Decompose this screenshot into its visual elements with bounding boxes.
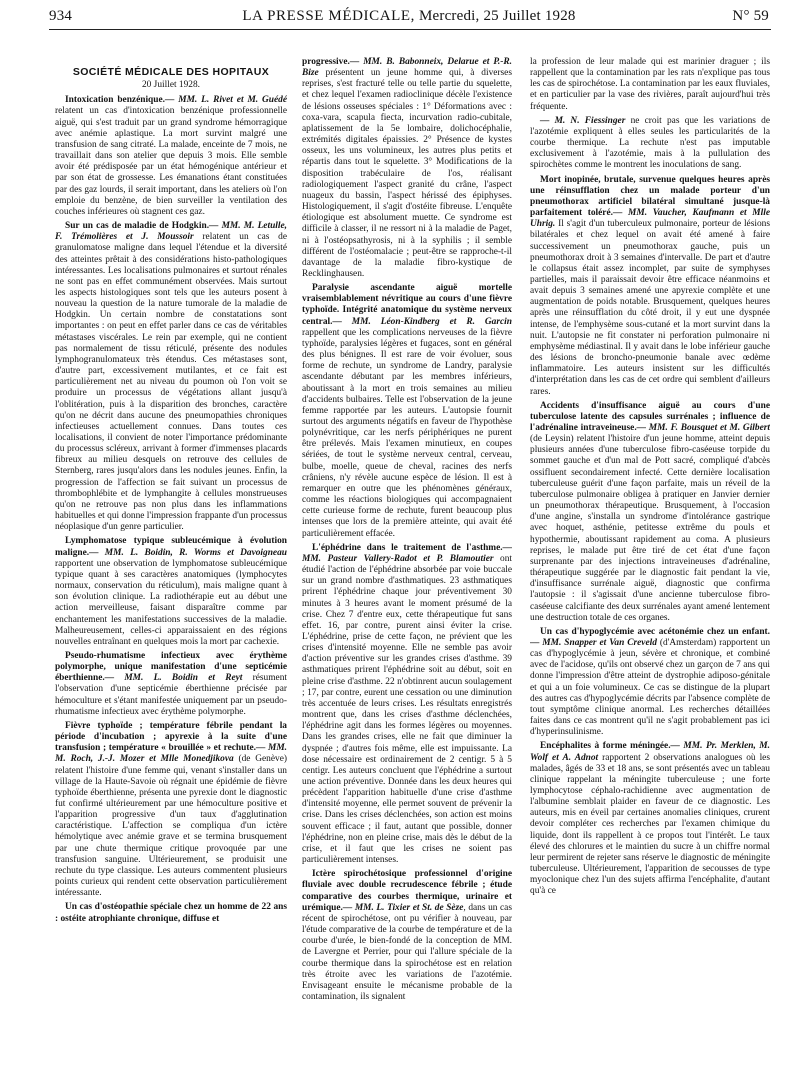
abstract-text: (de Genève) relatent l'histoire d'une femme qui, venant s'installer dans un village de la Haute-Savoie où régnait une épidémie de fièvre typhoïde éberthienne, présenta une pyrexie dont le diagnostic fut confirmé ultérieurement par une hémoculture positive et l'apparition progressive d'un taux d'agglutination caractéristique. L'affection se compliqua d'un ictère hémolytique avec anémie grave et se termina brusquement par une chute thermique critique provoquée par une transfusion sanguine. Ultérieurement, se produisit une rechute du type classique. Les auteurs commentent plusieurs points curieux qui rendent cette observation particulièrement intéressante. <box>55 754 287 899</box>
abstract-paragraph <box>55 721 287 900</box>
abstract-title: Lymphomatose typique subleucémique à évolution maligne. <box>55 536 287 558</box>
column-3-body <box>530 57 770 898</box>
section-date: 20 Juillet 1928. <box>141 80 201 91</box>
abstract-authors: — MM. L. Tixier et St. de Sèze <box>342 902 464 913</box>
abstract-text: rapportent 2 observations analogues où les malades, âgés de 33 et 18 ans, se sont présentés avec un tableau clinique rappelant la méningite tuberculeuse ; une forte lymphocytose céphalo-rachidienne avec augmentation de l'albumine semblait plaider en faveur de ce diagnostic. Les auteurs, mis en éveil par certaines anomalies cliniques, crurent devoir compléter ces recherches par l'examen chimique du liquide, dont ils rappellent à ce propos tout l'intérêt. Le taux élevé des chlorures et le maintien du sucre à un chiffre normal leur permirent de rejeter sans réserve le diagnostic de méningite tuberculeuse. Ultérieurement, l'apparition de secousses de type myoclonique chez l'un des sujets affirma l'encéphalite, d'autant qu'à ce <box>530 752 770 897</box>
abstract-text: Il s'agit d'un tuberculeux pulmonaire, porteur de lésions bilatérales et chez lequel on avait été amené à faire successivement un pneumothorax gauche, puis un pneumothorax droit à 3 semaines d'intervalle. De part et d'autre le collapsus était assez incomplet, par suite de symphyses partielles, mais il paraissait devoir être efficace néanmoins et avait depuis 3 semaines amené une apyrexie complète et une augmentation de poids notable. Brusquement, quelques heures après une réinsufflation du côté droit, il y eut une dyspnée intense, de l'emphysème sous-cutané et la mort survint dans la nuit. L'autopsie ne fit constater ni perforation pulmonaire ni emphysème médiastinal. Il y avait dans le lobe inférieur gauche des lésions de broncho-pneumonie banale avec œdème inflammatoire. Les auteurs insistent sur les difficultés d'interprétation dans les cas de cet ordre qui semblent d'ailleurs rares. <box>530 219 770 397</box>
abstract-title: Accidents d'insuffisance aiguë au cours d'une tuberculose latente des capsules surrénales ; influence de l'adrénaline intraveineuse. <box>530 400 770 433</box>
abstract-paragraph <box>530 116 770 172</box>
abstract-authors: — MM. Léon-Kindberg et R. Garcin <box>332 316 512 327</box>
abstract-paragraph <box>530 627 770 739</box>
abstract-authors: — MM. L. Rivet et M. Guédé <box>165 95 287 106</box>
abstract-paragraph <box>55 536 287 648</box>
abstract-authors: — MM. L. Boidin et Reyt <box>104 673 243 684</box>
abstract-text: résument l'observation d'une septicémie éberthienne précisée par hémoculture et s'étant manifestée uniquement par un pseudo-rhumatisme infectieux avec érythème polymorphe. <box>55 673 287 717</box>
abstract-title: Paralysie ascendante aiguë mortelle vraisemblablement névritique au cours d'une fièvre typhoïde. Intégrité anatomique du système nerveux central. <box>302 283 512 327</box>
abstract-title: Sur un cas de maladie de Hodgkin. <box>65 221 210 232</box>
abstract-text: la profession de leur malade qui est marinier draguer ; ils rappellent que la contamination par les rats n'explique pas tous les cas de spirochétose. La contamination par les eaux fluviales, et en particulier par la vase des rivières, paraît aujourd'hui très fréquente. <box>530 57 770 112</box>
column-3 <box>530 57 770 1069</box>
abstract-title: Intoxication benzénique. <box>65 95 165 106</box>
abstract-text: ont étudié l'action de l'éphédrine absorbée par voie buccale sur un grand nombre d'asthmatiques. 23 asthmatiques prirent l'éphédrine chaque jour préventivement 30 minutes à 3 heures avant le moment présumé de la crise. Chez 7 d'entre eux, cette thérapeutique fut sans effet. 16, par contre, purent ainsi éviter la crise. L'éphédrine, prise de cette façon, ne prévient que les crises d'intensité moyenne. Elle ne semble pas avoir d'action préventive sur les grandes crises d'asthme. 39 asthmatiques prirent l'éphédrine soit au début, soit en pleine crise d'asthme. 22 n'obtinrent aucun soulagement ; 17, par contre, eurent une cessation ou une diminution très accentuée de leurs crises. Les résultats enregistrés montrent que, dans les crises d'asthme déclenchées, l'éphédrine agit dans les formes légères ou moyennes. Dans les grandes crises, elle ne fait que diminuer la dyspnée ; d'autres fois même, elle est impuissante. La dose nécessaire est ordinairement de 2 centigr. 5 à 5 centigr. Les auteurs concluent que l'éphédrine a surtout une action préventive. Donnée dans les deux heures qui précèdent l'apparition habituelle d'une crise d'asthme d'intensité moyenne, elle permet souvent de prévenir la crise. Dans les crises déclenchées, son action est moins souvent efficace ; il faut, autant que possible, donner l'éphédrine, non en pleine crise, mais dès le début de la crise, et il faut que les crises ne soient pas particulièrement intenses. <box>302 553 512 866</box>
abstract-authors: — MM. M. Roch, J.-J. Mozer et Mlle Monedjikova <box>55 743 287 765</box>
abstract-title: Pseudo-rhumatisme infectieux avec érythème polymorphe, unique manifestation d'une septicémie éberthienne. <box>55 650 287 684</box>
abstract-authors: — MM. Snapper et Van Creveld <box>530 637 657 648</box>
column-2 <box>302 57 512 1069</box>
header-rule <box>49 29 771 30</box>
abstract-title: Encéphalites à forme méningée. <box>540 741 671 752</box>
abstract-authors: — MM. Vaucher, Kaufmann et Mlle Uhrig. <box>530 208 770 230</box>
abstract-paragraph <box>302 283 512 540</box>
abstract-authors: — MM. B. Babonneix, Delarue et P.-R. Bize <box>302 57 512 79</box>
abstract-text: rappellent que les complications nerveuses de la fièvre typhoïde, paralysies légères et fugaces, sont en général des plus bénignes. Il est rare de voir évoluer, sous forme de rechute, un syndrome de Landry, paralysie ascendante débutant par les membres inférieurs, aboutissant à la mort en trois semaines au milieu d'accidents bulbaires. Telle est l'observation de la jeune femme rapportée par les auteurs. L'autopsie fournit surtout des arguments négatifs en faveur de l'hypothèse polynévritique, car les nerfs périphériques ne purent être prélevés. Mais l'examen minutieux, en coupes sériées, de tout le système nerveux central, cerveau, bulbe, moelle, queue de cheval, racines des nerfs crâniens, n'y révèle aucune espèce de lésion. Il est à remarquer en outre que les phénomènes généraux, comme les réactions biologiques qui accompagnaient cette curieuse forme de rechute, furent beaucoup plus intenses que lors de la première atteinte, qui avait été particulièrement effacée. <box>302 327 512 539</box>
abstract-text: , dans un cas récent de spirochétose, ont pu vérifier à nouveau, par l'étude comparative de la courbe de température et de la courbe d'urée, le bien-fondé de la conception de MM. de Lavergne et Perrier, pour qui l'allure spéciale de la courbe thermique dans la spirochétose est en relation très étroite avec les variations de l'azotémie. Envisageant ensuite le mécanisme probable de la contamination, ils signalent <box>302 902 512 1002</box>
abstract-authors: — MM. Pr. Merklen, M. Wolf et A. Adnot <box>530 741 770 763</box>
abstract-authors: — MM. L. Boidin, R. Worms et Davoigneau <box>89 547 287 558</box>
column-2-body <box>302 57 512 1003</box>
abstract-authors: — MM. Pasteur Vallery-Radot et P. Blamoutier <box>302 542 512 564</box>
abstract-title: Un cas d'hypoglycémie avec acétonémie chez un enfant. <box>540 626 770 637</box>
abstract-paragraph <box>55 95 287 218</box>
abstract-paragraph <box>530 401 770 624</box>
abstract-text: rapportent une observation de lymphomatose subleucémique typique quant à ses caractères anatomiques (lymphocytes normaux, conservation du réticulum), mais maligne quant à son évolution clinique. La radiothérapie eut au début une action merveilleuse, faisant disparaître comme par enchantement les manifestations successives de la maladie. Malheureusement, celles-ci apparaissaient en des régions nouvelles entraînant en quelques mois la mort par cachexie. <box>55 558 287 647</box>
issue-date: Mercredi, 25 Juillet 1928 <box>418 8 576 24</box>
section-title: SOCIÉTÉ MÉDICALE DES HOPITAUX <box>72 66 270 78</box>
abstract-title: L'éphédrine dans le traitement de l'asthme. <box>312 542 503 553</box>
abstract-authors: — MM. M. Letulle, F. Trémolières et J. Moussoir <box>55 221 287 243</box>
abstract-paragraph <box>530 57 770 113</box>
abstract-text: présentent un jeune homme qui, à diverses reprises, s'est fracturé telle ou telle partie du squelette, et chez lequel l'examen radioclinique décèle l'existence de lésions osseuses spéciales : 1° Déformations avec : coxa-vara, scapula fiecta, incurvation radio-cubitale, aplatissement de la 5e lombaire, dolichocéphalie, extrémités digitales épaissies. 2° Présence de kystes osseux, les uns volumineux, les autres plus petits et répartis dans tout le squelette. 3° Modifications de la disposition trabéculaire de l'os, réalisant radiologiquement l'aspect granité du crâne, l'aspect nuageux du bassin, l'aspect hérissé des épiphyses. Histologiquement, il s'agit d'ostéite fibreuse. L'enquête étiologique est absolument muette. Ce syndrome est difficile à classer, il ne ressort ni à la maladie de Paget, ni à l'ostéopsathyrosis, ni à la syphilis ; il semble différent de l'ostéomalacie ; peut-être se rapproche-t-il davantage de la maladie fibro-kystique de Recklinghausen. <box>302 68 512 279</box>
abstract-text: (de Leysin) relatent l'histoire d'un jeune homme, atteint depuis plusieurs années d'une tuberculose fibro-caséeuse torpide du sommet gauche et d'un mal de Pott sacré, compliqué d'abcès ossifluent secondairement infecté. Cette dernière localisation tuberculeuse guérit d'une façon parfaite, mais un réveil de la tuberculose pulmonaire obligea à pratiquer en Janvier dernier un pneumothorax thérapeutique. Brusquement, à l'occasion d'une angine, s'installa un syndrome d'intolérance gastrique avec hoquet, asthénie, petitesse extrême du pouls et hypothermie, aboutissant rapidement au coma. A plusieurs reprises, le malade put être tiré de cet état d'une façon surprenante par des injections intraveineuses d'adrénaline, thérapeutique suggérée par le diagnostic fait pendant la vie, d'insuffisance surrénale aiguë, diagnostic que confirma l'autopsie : il s'agissait d'une ancienne tuberculose fibro-caséeuse calcifiante des deux surrénales ayant amené lentement une destruction totale de ces organes. <box>530 434 770 623</box>
abstract-title: Un cas d'ostéopathie spéciale chez un homme de 22 ans : ostéite atrophiante chronique, diffuse et <box>55 902 287 924</box>
page-number: 934 <box>49 8 73 24</box>
abstract-text: relatent un cas de granulomatose maligne dans lequel l'étendue et la diversité des atteintes prêtait à des considérations histo-pathologiques intéressantes. Les localisations pulmonaires et surtout rénales ne sont pas en effet communément observées. Mais surtout les aspects histologiques sont tels que les auteurs posent à nouveau la question de la nature tumorale de la maladie de Hodgkin. Un certain nombre de constatations sont importantes : on peut en effet parler dans ce cas de véritables métastases viscérales. Le rein par exemple, qui ne contient pas normalement de tissu réticulé, présente des nodules lymphogranulomateux très étendus. Ces métastases sont, d'autre part, excessivement mutilantes, et ce fait est particulièrement net au niveau du poumon où l'on voit se produire un processus de végétations allant jusqu'à l'oblitération, puis à la disparition des bronches, caractère qu'on ne décrit dans aucune des pneumopathies chroniques infectieuses actuellement connues. Dans toutes ces localisations, il convient de noter l'importance prédominante du processus scléreux, arrivant à former d'immenses placards fibreux au milieu desquels on retrouve des cellules de Sternberg, rares jusqu'alors dans les nodules jeunes. Enfin, la progression de l'affection se fait suivant un processus de thrombophlébite et de lymphangite à cellules monstrueuses qu'on ne retrouve pas non plus dans les inflammations habituelles et qui donne l'impression frappante d'un processus néoplasique d'un genre particulier. <box>55 232 287 533</box>
abstract-paragraph <box>530 741 770 897</box>
abstract-text: (d'Amsterdam) rapportent un cas d'hypoglycémie à jeun, sévère et chronique, et combiné avec de l'acidose, qu'ils ont observé chez un garçon de 7 ans qui donne l'impression d'être atteint de dystrophie adiposo-génitale et qui a un foie volumineux. Ce cas se distingue de la plupart des autres cas d'hypoglycémie décrits par l'absence complète de tout symptôme clinique anormal. Les recherches détaillées faites dans ce cas montrent qu'il ne s'agit probablement pas ici d'hyperinsulinisme. <box>530 637 770 738</box>
abstract-authors: — MM. F. Bousquet et M. Gilbert <box>636 423 770 433</box>
abstract-title: Mort inopinée, brutale, survenue quelques heures après une réinsufflation chez un malade porteur d'un pneumothorax artificiel bilatéral simultané jusque-là parfaitement toléré. <box>530 174 770 219</box>
issue-number: N° 59 <box>732 8 769 24</box>
abstract-paragraph <box>55 902 287 924</box>
abstract-paragraph <box>302 57 512 280</box>
running-title <box>49 8 769 25</box>
abstract-paragraph <box>302 543 512 867</box>
abstract-paragraph <box>55 221 287 533</box>
page-header <box>49 6 769 28</box>
abstract-title: progressive. <box>302 57 350 67</box>
abstract-paragraph <box>302 869 512 1003</box>
abstract-title: Fièvre typhoïde ; température fébrile pendant la période d'incubation ; apyrexie à la suite d'une transfusion ; température « brouillée » et rechute. <box>55 720 287 754</box>
abstract-text: ne croit pas que les variations de l'azotémie expliquent à elles seules les particularités de la courbe thermique. La rechute n'est pas imputable exclusivement à l'azotémie, mais à la pullulation des spirochètes comme le montrent les inoculations de sang. <box>530 115 770 171</box>
abstract-title: Ictère spirochétosique professionnel d'origine fluviale avec double recrudescence fébrile ; étude comparative des courbes thermique, urinaire et urémique. <box>302 869 512 913</box>
abstract-paragraph <box>55 651 287 718</box>
abstract-authors: — M. N. Fiessinger <box>540 115 626 126</box>
column-1 <box>55 61 287 1073</box>
abstract-paragraph <box>530 175 770 398</box>
column-1-body <box>55 95 287 924</box>
journal-name: LA PRESSE MÉDICALE, <box>242 8 416 24</box>
abstract-text: relatent un cas d'intoxication benzénique professionnelle aiguë, qui s'est traduit par un grand syndrome hémorragique avec anémie aplastique. La mort survint malgré une transfusion de sang citraté. La malade, enceinte de 7 mois, ne travaillait dans son atelier que depuis 3 mois. Elle semble avoir été prédisposée par un état hémogénique antérieur et par son état de grossesse. Les émanations étant constituées par des gaz lourds, il serait important, dans les ateliers où l'on emploie du benzène, de bien surveiller la ventilation des couches inférieures où stagnent ces gaz. <box>55 106 287 217</box>
